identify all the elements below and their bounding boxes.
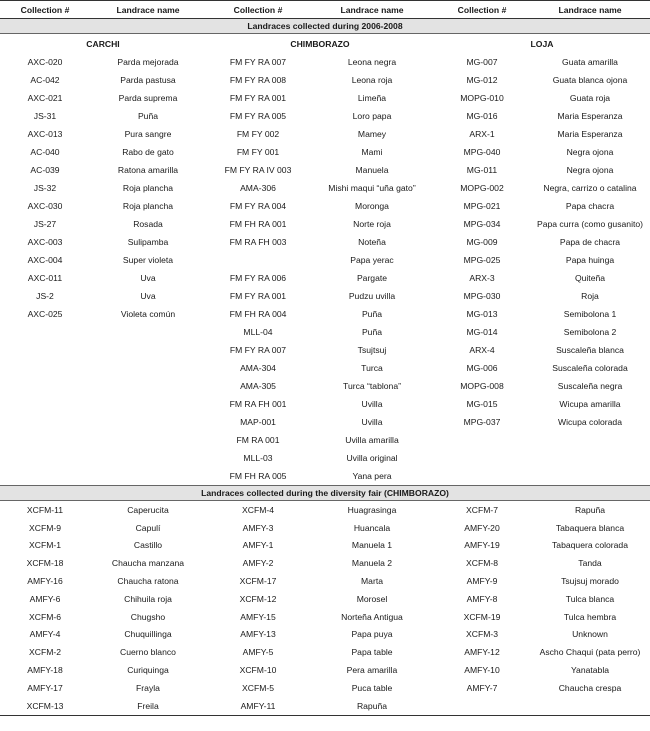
table-row bbox=[0, 537, 650, 555]
collection-number: AMFY-10 bbox=[464, 665, 500, 676]
collection-number: XCFM-9 bbox=[29, 522, 61, 533]
collection-number: AXC-013 bbox=[27, 129, 63, 139]
collection-number: AMFY-1 bbox=[242, 540, 274, 551]
collection-number: AXC-011 bbox=[27, 273, 63, 283]
landrace-name: Huancala bbox=[353, 522, 391, 533]
collection-number: XCFM-7 bbox=[466, 504, 498, 515]
collection-number: ARX-1 bbox=[469, 129, 495, 139]
collection-number: JS-31 bbox=[33, 111, 57, 121]
landrace-name: Negra ojona bbox=[566, 165, 614, 175]
landrace-name: Tabaquera blanca bbox=[555, 522, 625, 533]
collection-number: AMFY-12 bbox=[464, 647, 500, 658]
landrace-name: Huagrasinga bbox=[347, 504, 397, 515]
table-row bbox=[0, 323, 650, 341]
landrace-name: Castillo bbox=[133, 540, 163, 551]
collection-number: FM FH RA 004 bbox=[229, 309, 287, 319]
collection-number: FM RA FH 001 bbox=[229, 399, 287, 409]
landrace-name: Puña bbox=[361, 309, 383, 319]
table-row bbox=[0, 143, 650, 161]
collection-number: FM FY RA 007 bbox=[229, 345, 287, 355]
collection-number: FM FY RA 008 bbox=[229, 75, 287, 85]
landrace-name: Uvilla amarilla bbox=[345, 435, 399, 445]
landrace-name: Norte roja bbox=[353, 219, 391, 229]
collection-number: AMA-305 bbox=[240, 381, 276, 391]
landrace-name: Chaucha crespa bbox=[558, 682, 622, 693]
region-carchi: CARCHI bbox=[86, 38, 120, 49]
landrace-name bbox=[530, 449, 650, 467]
collection-number: FM RA 001 bbox=[236, 435, 280, 445]
table-row bbox=[0, 377, 650, 395]
table-row bbox=[0, 179, 650, 197]
landrace-name: Parda mejorada bbox=[117, 57, 179, 67]
landrace-name: Mami bbox=[361, 147, 383, 157]
header-landrace-1: Landrace name bbox=[90, 1, 206, 19]
landrace-name: Uvilla bbox=[361, 417, 383, 427]
landrace-name: Quiteña bbox=[574, 273, 606, 283]
landrace-name: Manuela 1 bbox=[351, 540, 393, 551]
landrace-name bbox=[530, 467, 650, 486]
landrace-name: Suscaleña colorada bbox=[552, 363, 628, 373]
landrace-name: Pera amarilla bbox=[346, 665, 398, 676]
table-row bbox=[0, 590, 650, 608]
table-row bbox=[0, 413, 650, 431]
landrace-name: Yanatabla bbox=[570, 665, 610, 676]
landrace-name: Limeña bbox=[357, 93, 387, 103]
collection-number: AC-039 bbox=[30, 165, 60, 175]
collection-number bbox=[0, 359, 90, 377]
landrace-name: Papa yerac bbox=[350, 255, 394, 265]
collection-number bbox=[0, 395, 90, 413]
collection-number bbox=[0, 323, 90, 341]
collection-number: AMFY-19 bbox=[464, 540, 500, 551]
collection-number: MOPG-010 bbox=[460, 93, 504, 103]
landrace-name: Maria Esperanza bbox=[557, 111, 623, 121]
region-chimborazo: CHIMBORAZO bbox=[290, 38, 350, 49]
table-row bbox=[0, 554, 650, 572]
collection-number: JS-2 bbox=[36, 291, 54, 301]
landrace-name: Roja plancha bbox=[122, 201, 174, 211]
collection-number: MOPG-008 bbox=[460, 381, 504, 391]
collection-number: FM FY RA IV 003 bbox=[224, 165, 292, 175]
landrace-name bbox=[530, 431, 650, 449]
collection-number: XCFM-18 bbox=[26, 558, 64, 569]
collection-number: MG-006 bbox=[466, 363, 498, 373]
landrace-name: Papa chacra bbox=[565, 201, 615, 211]
table-row bbox=[0, 71, 650, 89]
collection-number bbox=[434, 467, 530, 486]
table-row bbox=[0, 626, 650, 644]
landrace-name: Rapuña bbox=[310, 697, 434, 715]
landrace-name bbox=[90, 431, 206, 449]
collection-number: FM FY RA 007 bbox=[229, 57, 287, 67]
landrace-name: Uvilla bbox=[361, 399, 383, 409]
header-collection-2: Collection # bbox=[206, 1, 310, 19]
collection-number: XCFM-3 bbox=[466, 629, 498, 640]
collection-number: MOPG-002 bbox=[460, 183, 504, 193]
collection-number: FM FY RA 001 bbox=[229, 291, 287, 301]
landrace-name: Caperucita bbox=[127, 504, 169, 515]
landrace-name bbox=[90, 341, 206, 359]
collection-number: MG-012 bbox=[466, 75, 498, 85]
collection-number: FM FY 001 bbox=[236, 147, 280, 157]
landrace-name: Rapuña bbox=[574, 504, 606, 515]
collection-number: AC-040 bbox=[30, 147, 60, 157]
collection-number: XCFM-13 bbox=[0, 697, 90, 715]
landrace-name bbox=[90, 413, 206, 431]
landrace-name: Maria Esperanza bbox=[557, 129, 623, 139]
section-2006-2008 bbox=[0, 19, 650, 486]
landrace-name: Tulca blanca bbox=[565, 593, 615, 604]
table-row bbox=[0, 251, 650, 269]
collection-number: AC-042 bbox=[30, 75, 60, 85]
landrace-name: Unknown bbox=[572, 629, 608, 640]
table-row bbox=[0, 125, 650, 143]
landrace-name: Chaucha manzana bbox=[111, 558, 185, 569]
landrace-name: Chugsho bbox=[130, 611, 166, 622]
landrace-name bbox=[90, 395, 206, 413]
landrace-name: Chaucha ratona bbox=[117, 576, 179, 587]
table-row bbox=[0, 341, 650, 359]
landrace-name: Yana pera bbox=[352, 471, 392, 481]
landrace-name: Tulca hembra bbox=[563, 611, 617, 622]
table-row bbox=[0, 107, 650, 125]
table-row bbox=[0, 572, 650, 590]
collection-number: ARX-3 bbox=[469, 273, 495, 283]
landrace-name: Marta bbox=[361, 576, 383, 587]
collection-number: ARX-4 bbox=[469, 345, 495, 355]
landrace-name: Mishi maqui “uña gato” bbox=[328, 183, 416, 193]
collection-number: AXC-004 bbox=[27, 255, 63, 265]
collection-number: AMA-306 bbox=[240, 183, 276, 193]
collection-number: XCFM-5 bbox=[242, 682, 274, 693]
table-row bbox=[0, 161, 650, 179]
collection-number: MPG-025 bbox=[463, 255, 501, 265]
collection-number bbox=[0, 377, 90, 395]
landrace-name: Curiquinga bbox=[127, 665, 169, 676]
table-row bbox=[0, 197, 650, 215]
table-row bbox=[0, 53, 650, 71]
collection-number: XCFM-1 bbox=[29, 540, 61, 551]
collection-number bbox=[0, 431, 90, 449]
landrace-name: Ascho Chaqui (pata perro) bbox=[539, 647, 641, 658]
collection-number: AMFY-3 bbox=[242, 522, 274, 533]
table-row bbox=[0, 233, 650, 251]
collection-number: MG-016 bbox=[466, 111, 498, 121]
landrace-name: Papa table bbox=[351, 647, 393, 658]
collection-number: XCFM-2 bbox=[29, 647, 61, 658]
collection-number: FM RA FH 003 bbox=[229, 237, 287, 247]
collection-number bbox=[434, 697, 530, 715]
landrace-name: Puña bbox=[361, 327, 383, 337]
collection-number: XCFM-11 bbox=[26, 504, 64, 515]
collection-number: AMFY-6 bbox=[29, 593, 61, 604]
header-collection-1: Collection # bbox=[0, 1, 90, 19]
table-row bbox=[0, 305, 650, 323]
landrace-name: Uvilla original bbox=[346, 453, 398, 463]
table-row bbox=[0, 467, 650, 486]
collection-number: MLL-03 bbox=[243, 453, 273, 463]
table-header bbox=[0, 1, 650, 19]
collection-number: AMFY-9 bbox=[466, 576, 498, 587]
landrace-name: Guata amarilla bbox=[562, 57, 618, 67]
collection-number: XCFM-6 bbox=[29, 611, 61, 622]
landrace-name: Negra, carrizo o catalina bbox=[543, 183, 637, 193]
collection-number: AMFY-4 bbox=[29, 629, 61, 640]
collection-number: MG-009 bbox=[466, 237, 498, 247]
collection-number: AMFY-2 bbox=[242, 558, 274, 569]
landrace-name: Puña bbox=[137, 111, 159, 121]
landrace-name: Freila bbox=[90, 697, 206, 715]
collection-number: MAP-001 bbox=[240, 417, 276, 427]
section-diversity-fair bbox=[0, 486, 650, 716]
collection-number: XCFM-10 bbox=[239, 665, 277, 676]
landrace-name: Papa de chacra bbox=[559, 237, 621, 247]
landrace-name: Violeta común bbox=[120, 309, 176, 319]
landrace-name: Morosel bbox=[356, 593, 388, 604]
landrace-name: Tabaquera colorada bbox=[552, 540, 628, 551]
collection-number: MG-015 bbox=[466, 399, 498, 409]
collection-number: XCFM-4 bbox=[242, 504, 274, 515]
table-row bbox=[0, 89, 650, 107]
landrace-name bbox=[90, 449, 206, 467]
landrace-name: Chihuila roja bbox=[124, 593, 172, 604]
collection-number: MG-013 bbox=[466, 309, 498, 319]
landrace-name bbox=[90, 377, 206, 395]
landrace-name: Leona roja bbox=[351, 75, 393, 85]
landrace-name: Papa huinga bbox=[565, 255, 615, 265]
landrace-name: Mamey bbox=[357, 129, 387, 139]
landrace-name: Guata blanca ojona bbox=[552, 75, 628, 85]
landrace-name: Papa puya bbox=[351, 629, 393, 640]
landrace-name: Semibolona 2 bbox=[563, 327, 617, 337]
collection-number: XCFM-19 bbox=[463, 611, 501, 622]
region-loja: LOJA bbox=[530, 38, 554, 49]
landrace-name: Suscaleña negra bbox=[557, 381, 623, 391]
collection-number: MPG-030 bbox=[463, 291, 501, 301]
landrace-name: Leona negra bbox=[347, 57, 397, 67]
collection-number bbox=[434, 431, 530, 449]
landrace-name: Semibolona 1 bbox=[563, 309, 617, 319]
landrace-name: Super violeta bbox=[122, 255, 174, 265]
collection-number: FM FY RA 005 bbox=[229, 111, 287, 121]
collection-number: AMFY-5 bbox=[242, 647, 274, 658]
landrace-name: Wicupa colorada bbox=[557, 417, 622, 427]
landrace-name: Tsujsuj morado bbox=[561, 576, 619, 587]
table-row bbox=[0, 287, 650, 305]
collection-number: JS-27 bbox=[33, 219, 57, 229]
landrace-name: Manuela bbox=[355, 165, 389, 175]
landrace-name: Rabo de gato bbox=[122, 147, 174, 157]
collection-number: MG-014 bbox=[466, 327, 498, 337]
landrace-name: Suscaleña blanca bbox=[556, 345, 624, 355]
landrace-name: Parda pastusa bbox=[120, 75, 176, 85]
collection-number: MG-011 bbox=[466, 165, 498, 175]
table-row bbox=[0, 269, 650, 287]
landrace-name: Puca table bbox=[351, 682, 393, 693]
table-row bbox=[0, 395, 650, 413]
table-row bbox=[0, 679, 650, 697]
landrace-name: Negra ojona bbox=[566, 147, 614, 157]
collection-number: AMFY-20 bbox=[464, 522, 500, 533]
table-row bbox=[0, 519, 650, 537]
collection-number bbox=[0, 449, 90, 467]
table-row bbox=[0, 643, 650, 661]
collection-number: JS-32 bbox=[33, 183, 57, 193]
collection-number: AMA-304 bbox=[240, 363, 276, 373]
collection-number bbox=[0, 467, 90, 486]
landrace-name: Noteña bbox=[358, 237, 386, 247]
collection-number: AMFY-7 bbox=[466, 682, 498, 693]
collection-number: AXC-020 bbox=[27, 57, 63, 67]
landrace-name: Uva bbox=[140, 273, 156, 283]
collection-number: AXC-030 bbox=[27, 201, 63, 211]
header-landrace-2: Landrace name bbox=[310, 1, 434, 19]
collection-number bbox=[0, 341, 90, 359]
collection-number: AMFY-18 bbox=[27, 665, 63, 676]
landrace-name: Frayla bbox=[136, 682, 160, 693]
section-title: Landraces collected during the diversity fair (CHIMBORAZO) bbox=[0, 486, 650, 501]
landrace-name: Capulí bbox=[135, 522, 161, 533]
collection-number: FM FY 002 bbox=[236, 129, 280, 139]
collection-number bbox=[434, 449, 530, 467]
collection-number bbox=[0, 413, 90, 431]
collection-number bbox=[206, 251, 310, 269]
table-row bbox=[0, 359, 650, 377]
collection-number: MLL-04 bbox=[243, 327, 273, 337]
table-row bbox=[0, 431, 650, 449]
landrace-name: Guata roja bbox=[569, 93, 611, 103]
collection-number: MPG-040 bbox=[463, 147, 501, 157]
section-title: Landraces collected during 2006-2008 bbox=[0, 19, 650, 34]
collection-number: XCFM-8 bbox=[466, 558, 498, 569]
collection-number: AMFY-16 bbox=[27, 576, 63, 587]
table-row bbox=[0, 215, 650, 233]
collection-number: AMFY-17 bbox=[27, 682, 63, 693]
header-collection-3: Collection # bbox=[434, 1, 530, 19]
landrace-name: Loro papa bbox=[352, 111, 392, 121]
landrace-name: Roja plancha bbox=[122, 183, 174, 193]
collection-number: AXC-025 bbox=[27, 309, 63, 319]
table-row bbox=[0, 661, 650, 679]
landrace-name: Moronga bbox=[355, 201, 389, 211]
landrace-name: Sulipamba bbox=[127, 237, 169, 247]
collection-number: AMFY-11 bbox=[206, 697, 310, 715]
collection-number: AXC-003 bbox=[27, 237, 63, 247]
landrace-name: Tsujtsuj bbox=[357, 345, 387, 355]
landrace-name bbox=[90, 359, 206, 377]
landrace-name: Uva bbox=[140, 291, 156, 301]
landrace-name: Norteña Antigua bbox=[341, 611, 403, 622]
collection-number: AXC-021 bbox=[27, 93, 63, 103]
landrace-name: Chuquillinga bbox=[124, 629, 172, 640]
landrace-name: Roja bbox=[581, 291, 599, 301]
table-row bbox=[0, 608, 650, 626]
collection-number: XCFM-12 bbox=[239, 593, 277, 604]
landrace-name: Ratona amarilla bbox=[117, 165, 179, 175]
collection-number: MG-007 bbox=[466, 57, 498, 67]
landrace-name: Manuela 2 bbox=[351, 558, 393, 569]
landrace-name: Wicupa amarilla bbox=[559, 399, 621, 409]
collection-number: FM FH RA 001 bbox=[229, 219, 287, 229]
landrace-name bbox=[530, 697, 650, 715]
collection-number: AMFY-15 bbox=[240, 611, 276, 622]
collection-number: FM FY RA 001 bbox=[229, 93, 287, 103]
collection-number: MPG-034 bbox=[463, 219, 501, 229]
landrace-name: Pura sangre bbox=[124, 129, 172, 139]
landrace-name: Parda suprema bbox=[118, 93, 178, 103]
collection-number: MPG-021 bbox=[463, 201, 501, 211]
landrace-name: Rosada bbox=[133, 219, 163, 229]
table-row bbox=[0, 697, 650, 715]
landrace-name: Papa curra (como gusanito) bbox=[536, 219, 644, 229]
landrace-name bbox=[90, 467, 206, 486]
landrace-name bbox=[90, 323, 206, 341]
header-landrace-3: Landrace name bbox=[530, 1, 650, 19]
collection-number: AMFY-8 bbox=[466, 593, 498, 604]
landrace-name: Pudzu uvilla bbox=[348, 291, 396, 301]
table-row bbox=[0, 501, 650, 519]
table-row bbox=[0, 449, 650, 467]
collection-number: XCFM-17 bbox=[239, 576, 277, 587]
collection-number: FM FY RA 004 bbox=[229, 201, 287, 211]
landrace-name: Turca bbox=[361, 363, 383, 373]
collection-number: FM FY RA 006 bbox=[229, 273, 287, 283]
collection-number: FM FH RA 005 bbox=[229, 471, 287, 481]
landrace-name: Turca “tablona” bbox=[343, 381, 401, 391]
landrace-name: Cuerno blanco bbox=[120, 647, 176, 658]
collection-number: MPG-037 bbox=[463, 417, 501, 427]
landrace-name: Tanda bbox=[578, 558, 602, 569]
landrace-name: Pargate bbox=[356, 273, 388, 283]
collection-number: AMFY-13 bbox=[240, 629, 276, 640]
